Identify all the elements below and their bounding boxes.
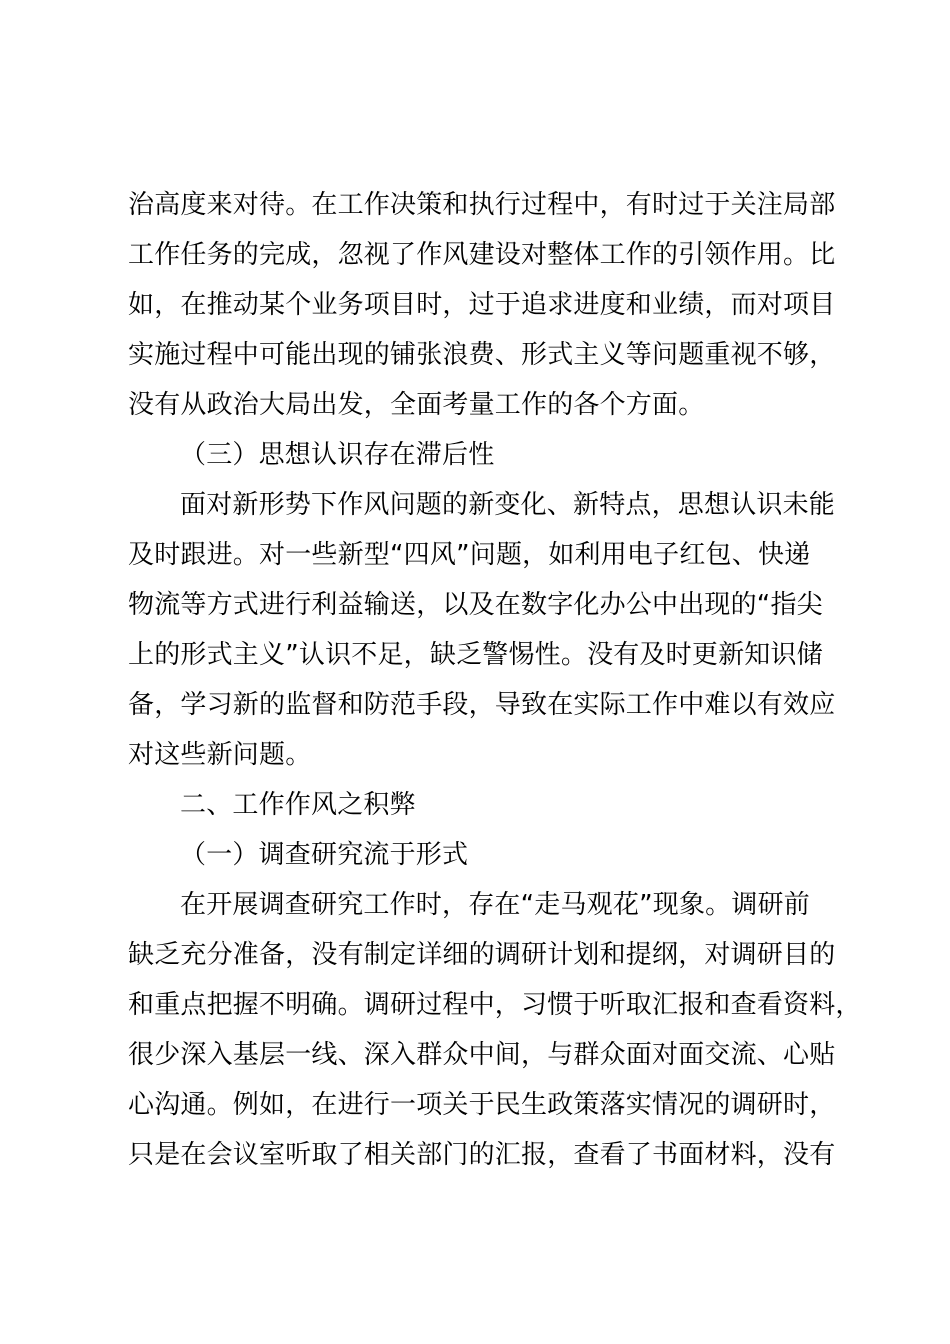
paragraph-line: 工作任务的完成，忽视了作风建设对整体工作的引领作用。比	[128, 240, 836, 270]
paragraph-line: 很少深入基层一线、深入群众中间，与群众面对面交流、心贴	[128, 1040, 836, 1070]
paragraph-line: 如，在推动某个业务项目时，过于追求进度和业绩，而对项目	[128, 290, 836, 320]
paragraph-line: 心沟通。例如，在进行一项关于民生政策落实情况的调研时，	[128, 1090, 836, 1120]
chapter-heading: 二、工作作风之积弊	[180, 790, 416, 820]
paragraph-line: 备，学习新的监督和防范手段，导致在实际工作中难以有效应	[128, 690, 836, 720]
document-body	[128, 180, 862, 1180]
paragraph-line: 上的形式主义”认识不足，缺乏警惕性。没有及时更新知识储	[128, 640, 823, 670]
paragraph-line: 实施过程中可能出现的铺张浪费、形式主义等问题重视不够，	[128, 340, 836, 370]
paragraph-line: 只是在会议室听取了相关部门的汇报，查看了书面材料，没有	[128, 1140, 836, 1170]
paragraph-line: 没有从政治大局出发，全面考量工作的各个方面。	[128, 390, 705, 420]
section-heading: （三）思想认识存在滞后性	[180, 440, 495, 470]
paragraph-line: 和重点把握不明确。调研过程中，习惯于听取汇报和查看资料，	[128, 990, 862, 1020]
paragraph-line: 对这些新问题。	[128, 740, 312, 770]
section-heading: （一）调查研究流于形式	[180, 840, 469, 870]
paragraph-line: 面对新形势下作风问题的新变化、新特点，思想认识未能	[180, 490, 836, 520]
paragraph-line: 在开展调查研究工作时，存在“走马观花”现象。调研前	[180, 890, 810, 920]
paragraph-line: 治高度来对待。在工作决策和执行过程中，有时过于关注局部	[128, 190, 836, 220]
paragraph-line: 缺乏充分准备，没有制定详细的调研计划和提纲，对调研目的	[128, 940, 836, 970]
paragraph-line: 及时跟进。对一些新型“四风”问题，如利用电子红包、快递	[128, 540, 811, 570]
paragraph-line: 物流等方式进行利益输送，以及在数字化办公中出现的“指尖	[128, 590, 823, 620]
